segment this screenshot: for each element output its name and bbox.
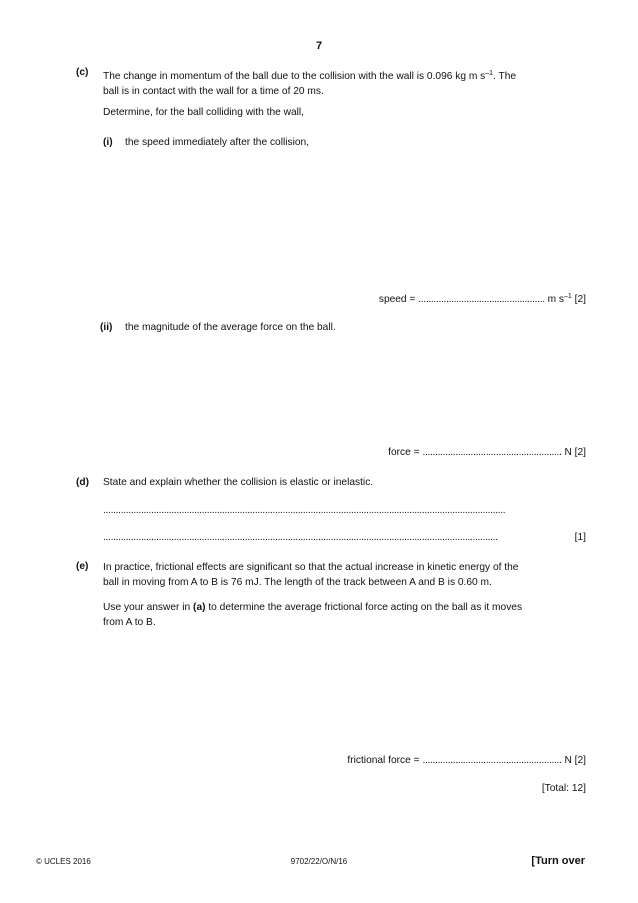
sub-ii-label: (ii) [100, 322, 113, 333]
part-c-line1 [103, 66, 593, 84]
part-e-instruction [103, 600, 593, 630]
part-c-line1-end: . The [493, 71, 517, 82]
part-e-instr-line2: from A to B. [103, 617, 156, 628]
force-unit: N [564, 447, 572, 458]
part-c-line1-text: The change in momentum of the ball due to the collision with the wall is 0.096 kg m s [103, 71, 486, 82]
speed-unit: m s [547, 294, 565, 305]
speed-unit-sup: –1 [564, 293, 572, 300]
part-d-answer-line-2-row [103, 532, 586, 543]
speed-answer-label: speed = [378, 294, 416, 305]
force-answer-label: force = [388, 447, 420, 458]
total-marks: [Total: 12] [541, 783, 586, 794]
friction-answer-line [250, 755, 586, 766]
sub-i-label: (i) [103, 137, 113, 148]
speed-marks: [2] [574, 294, 586, 305]
part-e-instr-ref: (a) [193, 602, 206, 613]
page-number: 7 [315, 40, 323, 52]
part-e-label: (e) [76, 561, 89, 572]
part-d-answer-line-1[interactable]: ............................................................................................................................................................... [103, 505, 506, 516]
part-c-unit-sup: –1 [485, 70, 494, 77]
force-marks: [2] [574, 447, 586, 458]
sub-ii-text: the magnitude of the average force on the ball. [125, 322, 336, 333]
part-d-marks: [1] [574, 532, 586, 543]
part-c-instruction: Determine, for the ball colliding with the wall, [103, 107, 305, 118]
friction-marks: [2] [574, 755, 586, 766]
part-e-instr-post: to determine the average frictional force acting on the ball as it moves [208, 602, 523, 613]
part-e-line1: In practice, frictional effects are significant so that the actual increase in kinetic energy of the [103, 562, 519, 573]
part-d-label: (d) [76, 477, 90, 488]
part-e-instr-pre: Use your answer in [103, 602, 191, 613]
footer-copyright: © UCLES 2016 [36, 857, 91, 866]
turn-over: [Turn over [531, 855, 585, 867]
footer-code: 9702/22/O/N/16 [290, 857, 348, 866]
friction-answer-label: frictional force = [347, 755, 420, 766]
part-c-stem [103, 66, 593, 99]
part-d-text: State and explain whether the collision is elastic or inelastic. [103, 477, 374, 488]
part-c-label: (c) [76, 67, 89, 78]
part-c-line2: ball is in contact with the wall for a time of 20 ms. [103, 86, 324, 97]
part-e-instr-line1 [103, 600, 593, 615]
friction-unit: N [564, 755, 572, 766]
part-e-line2: ball in moving from A to B is 76 mJ. The length of the track between A and B is 0.60 m. [103, 577, 492, 588]
force-answer-line [300, 447, 586, 458]
speed-answer-field[interactable]: .................................................. [418, 294, 545, 305]
part-d-answer-line-2[interactable]: ............................................................................................................................................................ [103, 532, 498, 543]
sub-i-text: the speed immediately after the collision, [125, 137, 310, 148]
friction-answer-field[interactable]: ....................................................... [422, 755, 562, 766]
part-e-stem [103, 560, 593, 590]
force-answer-field[interactable]: ....................................................... [422, 447, 562, 458]
speed-answer-line [300, 293, 586, 305]
